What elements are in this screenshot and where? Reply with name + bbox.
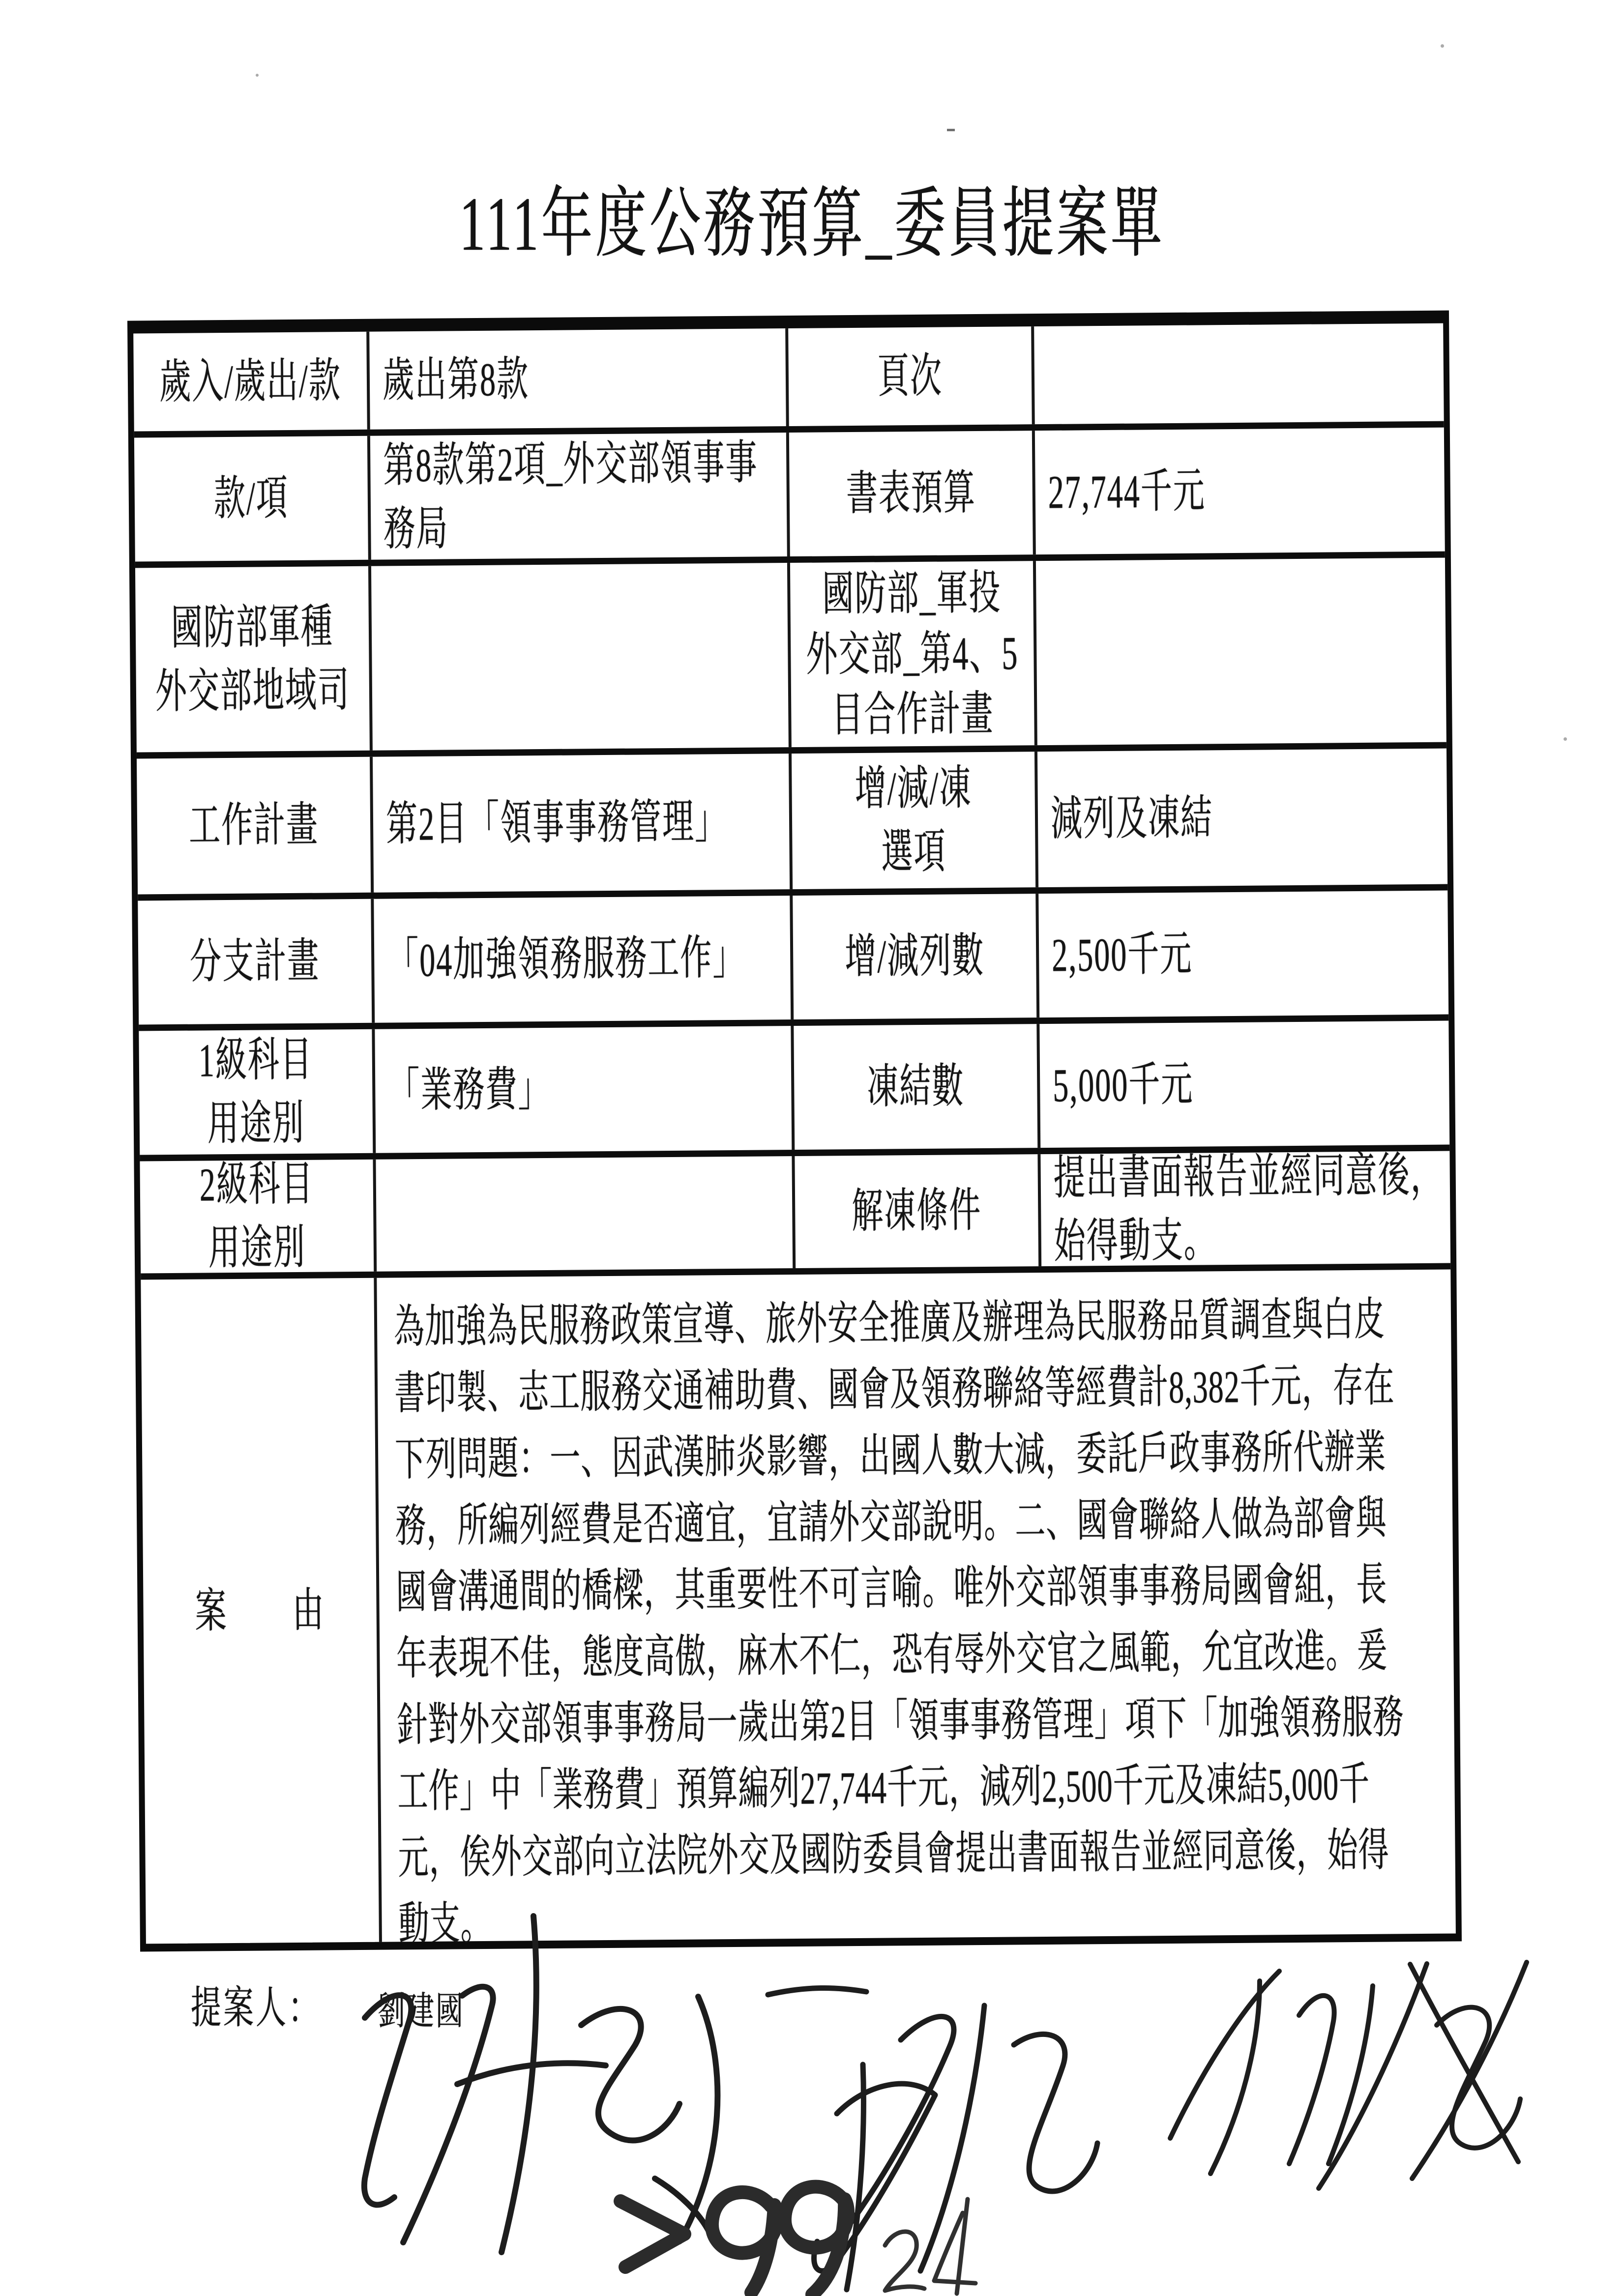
proposer-printed-name: 劉建國 [378,1990,465,2034]
label-case: 案 由 [195,1584,325,1637]
label-book-budget: 書表預算 [846,466,976,520]
label-unfreeze-condition: 解凍條件 [851,1184,982,1238]
signature-1 [364,1916,718,2252]
value-work-plan: 第2目「領事事務管理」 [385,795,728,851]
label-adjust-option: 增/減/凍 選項 [855,761,972,878]
label-frozen-amount: 凍結數 [866,1060,965,1113]
label-level1-subject: 1級科目 用途別 [198,1033,313,1150]
case-line: 為加強為民服務政策宣導、旅外安全推廣及辦理為民服務品質調查與白皮 [393,1295,1386,1353]
value-item: 第8款第2項_外交部領事事 務局 [383,436,758,555]
case-line: 國會溝通間的橋樑，其重要性不可言喻。唯外交部領事事務局國會組，長 [395,1560,1388,1618]
case-line: 務，所編列經費是否適宜，宜請外交部說明。二、國會聯絡人做為部會與 [395,1494,1387,1552]
case-line: 年表現不佳，態度高傲，麻木不仁，恐有辱外交官之風範，允宜改進。爰 [396,1627,1388,1685]
value-level1-subject: 「業務費」 [387,1063,551,1117]
case-line: 書印製、志工服務交通補助費、國會及領務聯絡等經費計8,382千元，存在 [394,1361,1395,1419]
case-line: 針對外交部領事事務局一歲出第2目「領事事務管理」項下「加強領務服務 [397,1692,1404,1751]
value-unfreeze-condition: 提出書面報告並經同意後， 始得動支。 [1053,1149,1444,1268]
value-reduction: 2,500千元 [1051,928,1193,982]
label-work-plan: 工作計畫 [188,798,319,852]
label-branch-plan: 分支計畫 [189,934,320,988]
value-frozen-amount: 5,000千元 [1052,1058,1194,1112]
label-ministry: 國防部軍種 外交部地域司 [155,600,351,718]
value-branch-plan: 「04加強領務服務工作」 [386,931,745,987]
value-budget-item: 歲出第8款 [382,352,530,407]
value-book-budget: 27,744千元 [1048,465,1206,519]
label-item: 款/項 [213,472,289,525]
proposer-label: 提案人： [191,1984,321,2033]
case-line: 元，俟外交部向立法院外交及國防委員會提出書面報告並經同意後，始得 [398,1826,1389,1884]
label-reduction: 增/減列數 [844,929,985,983]
handwritten-mark-gt99 [620,2187,848,2295]
label-coop-plan: 國防部_軍投 外交部_第4、5 目合作計畫 [805,566,1019,741]
label-page-no: 頁次 [877,349,943,403]
case-line: 下列問題：一、因武漢肺炎影響，出國人數大減，委託戶政事務所代辦業 [394,1427,1387,1485]
case-line: 動支。 [398,1899,492,1950]
page-title: 111年度公務預算_委員提案單 [459,182,1165,267]
signature-3 [1170,1962,1527,2188]
value-adjust-option: 減列及凍結 [1050,791,1213,845]
label-budget-item: 歲入/歲出/款 [159,354,342,408]
label-level2-subject: 2級科目 用途別 [199,1158,314,1275]
case-line: 工作」中「業務費」預算編列27,744千元，減列2,500千元及凍結5,000千 [397,1759,1370,1817]
